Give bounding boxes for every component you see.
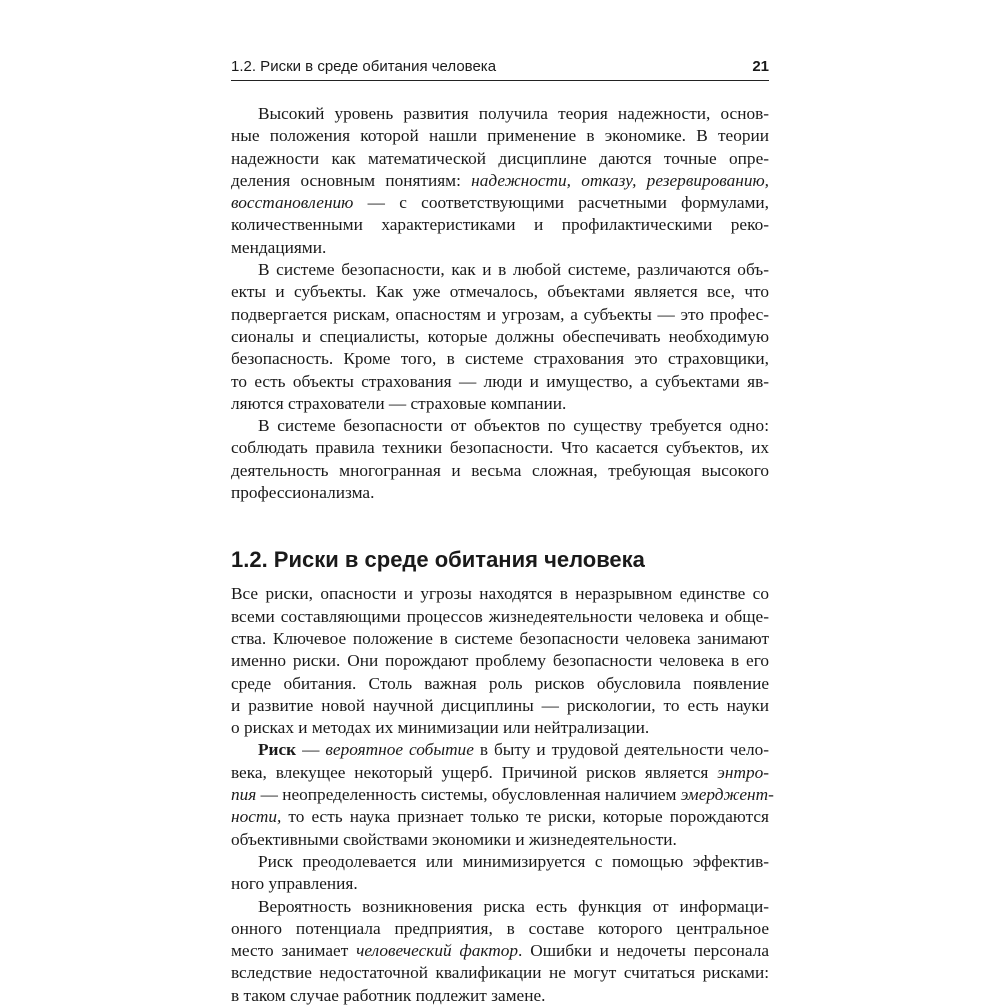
text-line — [231, 650, 769, 672]
text-segment: именно риски. Они порождают проблему безопасности человека в его — [231, 651, 769, 671]
text-line — [231, 739, 769, 761]
text-segment: ные положения которой нашли применение в экономике. В теории — [231, 126, 769, 146]
text-line — [231, 940, 769, 962]
text-segment: Все риски, опасности и угрозы находятся в неразрывном единстве со — [231, 584, 769, 604]
text-line — [231, 393, 769, 415]
text-line — [231, 985, 769, 1007]
text-segment: В системе безопасности, как и в любой системе, различаются объ- — [258, 260, 769, 280]
text-line — [231, 851, 769, 873]
italic-text: эмерджент- — [680, 785, 774, 805]
italic-text: человеческий фактор — [356, 941, 519, 961]
body-text — [231, 103, 774, 1007]
text-segment: — с соответствующими расчетными формулами, — [353, 193, 769, 213]
text-segment: место занимает — [231, 941, 357, 961]
italic-text: пия — [231, 785, 257, 805]
text-segment: мендациями. — [231, 237, 327, 257]
text-line — [231, 415, 769, 437]
text-line — [231, 170, 769, 192]
text-segment: всеми составляющими процессов жизнедеятельности человека и обще- — [231, 606, 769, 626]
text-segment: среде обитания. Столь важная роль рисков обусловила появление — [231, 673, 769, 693]
italic-text: энтро- — [717, 762, 769, 782]
text-segment: Риск преодолевается или минимизируется с помощью эффектив- — [258, 851, 769, 871]
text-line — [231, 214, 769, 236]
text-segment: надежности как математической дисциплине даются точные опре- — [231, 148, 769, 168]
text-line — [231, 326, 769, 348]
text-line — [231, 695, 769, 717]
text-segment: Вероятность возникновения риска есть функция от информаци- — [258, 896, 769, 916]
book-page — [231, 58, 774, 1007]
text-line — [231, 148, 769, 170]
text-line — [231, 125, 769, 147]
text-segment: то есть наука признает только те риски, которые порождаются — [281, 807, 769, 827]
text-line — [231, 628, 769, 650]
text-segment: ляются страхователи — страховые компании. — [231, 393, 567, 413]
text-line — [231, 806, 769, 828]
text-line — [231, 192, 769, 214]
paragraph — [231, 415, 769, 504]
paragraphs-before-section — [231, 103, 769, 504]
italic-text: восстановлению — [231, 193, 354, 213]
text-segment: количественными характеристиками и профилактическими реко- — [231, 215, 769, 235]
bold-term: Риск — [258, 740, 297, 760]
text-line — [231, 829, 769, 851]
text-segment: подвергается рискам, опасностям и угрозам, а субъекты — это профес- — [231, 304, 769, 324]
text-line — [231, 348, 769, 370]
text-line — [231, 717, 769, 739]
text-segment: соблюдать правила техники безопасности. Что касается субъектов, их — [231, 438, 769, 458]
text-segment: и развитие новой научной дисциплины — рискологии, то есть науки — [231, 695, 769, 715]
section-heading: 1.2. Риски в среде обитания человека — [231, 547, 645, 573]
running-header — [231, 58, 769, 81]
text-segment: ного управления. — [231, 874, 358, 894]
text-segment: о рисках и методах их минимизации или нейтрализации. — [231, 718, 650, 738]
text-segment: то есть объекты страхования — люди и имущество, а субъектами яв- — [231, 371, 769, 391]
running-title: 1.2. Риски в среде обитания человека — [231, 58, 497, 75]
italic-text: вероятное событие — [325, 740, 474, 760]
text-segment: ства. Ключевое положение в системе безопасности человека занимают — [231, 628, 769, 648]
italic-text: ности, — [231, 807, 282, 827]
text-segment: сионалы и специалисты, которые должны обеспечивать необходимую — [231, 326, 769, 346]
paragraph — [231, 103, 769, 259]
text-segment: деятельность многогранная и весьма сложная, требующая высокого — [231, 460, 769, 480]
text-line — [231, 103, 769, 125]
text-line — [231, 896, 769, 918]
text-segment: в таком случае работник подлежит замене. — [231, 985, 546, 1005]
text-segment: профессионализма. — [231, 483, 375, 503]
text-segment: В системе безопасности от объектов по существу требуется одно: — [258, 416, 769, 436]
text-segment: деления основным понятиям: — [231, 170, 472, 190]
text-segment: — — [296, 740, 326, 760]
text-line — [231, 873, 769, 895]
text-line — [231, 583, 769, 605]
text-line — [231, 460, 769, 482]
text-line — [231, 482, 769, 504]
paragraph — [231, 739, 774, 850]
text-line — [231, 606, 769, 628]
text-segment: . Ошибки и недочеты персонала — [518, 941, 769, 961]
text-segment: вследствие недостаточной квалификации не могут считаться рисками: — [231, 963, 769, 983]
text-line — [231, 437, 769, 459]
paragraph — [231, 259, 769, 415]
italic-text: надежности, отказу, резервированию, — [471, 170, 769, 190]
text-segment: в быту и трудовой деятельности чело- — [473, 740, 769, 760]
section-paragraphs — [231, 583, 774, 1007]
paragraph — [231, 583, 769, 739]
text-line — [231, 259, 769, 281]
text-segment: безопасность. Кроме того, в системе страхования это страховщики, — [231, 349, 769, 369]
text-line — [231, 673, 769, 695]
page-number: 21 — [752, 58, 769, 75]
text-line — [231, 371, 769, 393]
text-segment: — неопределенность системы, обусловленная наличием — [256, 785, 681, 805]
text-segment: онного потенциала предприятия, в составе которого центральное — [231, 918, 769, 938]
text-segment: объективными свойствами экономики и жизнедеятельности. — [231, 829, 677, 849]
text-line — [231, 784, 774, 806]
text-segment: екты и субъекты. Как уже отмечалось, объектами является все, что — [231, 282, 769, 302]
text-line — [231, 918, 769, 940]
text-line — [231, 237, 769, 259]
text-line — [231, 304, 769, 326]
text-line — [231, 762, 769, 784]
text-line — [231, 281, 769, 303]
paragraph — [231, 851, 769, 896]
paragraph — [231, 896, 769, 1007]
text-line — [231, 962, 769, 984]
text-segment: века, влекущее некоторый ущерб. Причиной рисков является — [231, 762, 718, 782]
text-segment: Высокий уровень развития получила теория надежности, основ- — [258, 104, 769, 123]
